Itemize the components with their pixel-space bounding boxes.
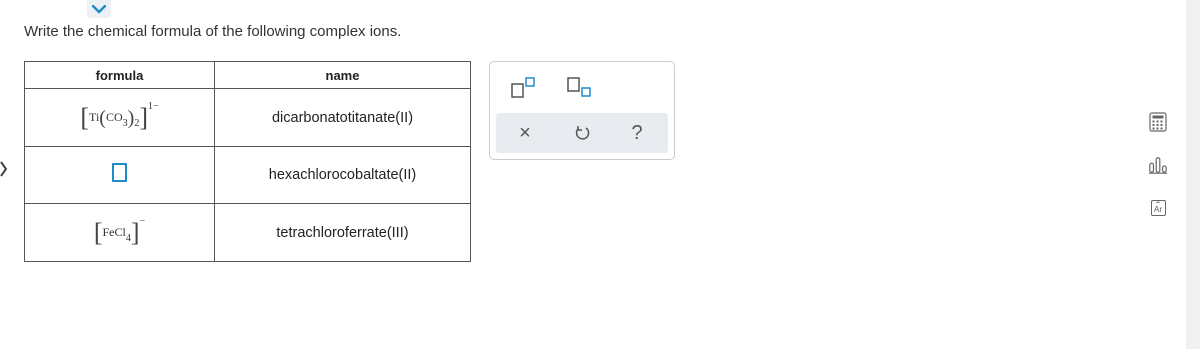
formula-cell[interactable]	[25, 204, 215, 262]
formula-expression: [ Ti ( CO 3 ) 2 ] 1−	[80, 101, 159, 132]
ligand-count: 2	[134, 118, 140, 130]
ligand-symbol: CO	[105, 110, 123, 125]
superscript-button[interactable]	[510, 76, 540, 100]
ion-name: dicarbonatotitanate(II)	[271, 109, 414, 126]
formula-cell[interactable]	[25, 146, 215, 204]
chevron-right-icon	[0, 160, 8, 178]
palette-actions	[496, 113, 668, 153]
metal-symbol: Ti	[89, 110, 100, 125]
formula-header: formula	[25, 62, 215, 89]
data-chart-button[interactable]	[1148, 155, 1168, 175]
bar-chart-icon	[1148, 155, 1168, 175]
periodic-table-button[interactable]	[1148, 198, 1168, 218]
table-row	[25, 146, 471, 204]
undo-button[interactable]	[557, 113, 607, 153]
help-icon: ?	[631, 121, 643, 144]
complex-ions-table	[24, 61, 471, 262]
formula-expression: [ FeCl 4 ] −	[93, 216, 146, 247]
formula-cell[interactable]	[25, 89, 215, 147]
name-header: name	[215, 62, 471, 89]
right-scrollbar[interactable]	[1186, 0, 1200, 349]
formula-subscript: 4	[125, 233, 131, 245]
instruction-text: Write the chemical formula of the following complex ions.	[24, 23, 402, 40]
answer-input-box[interactable]	[112, 163, 127, 182]
subscript-button[interactable]	[565, 76, 595, 100]
expand-arrow[interactable]	[0, 158, 8, 180]
formula-symbol: FeCl	[102, 225, 126, 240]
calculator-button[interactable]	[1148, 112, 1168, 132]
periodic-table-label: Ar	[1154, 205, 1162, 214]
ion-charge: −	[139, 216, 146, 228]
table-row	[25, 89, 471, 147]
help-button[interactable]	[612, 113, 662, 153]
periodic-table-icon: •• Ar	[1151, 200, 1166, 216]
close-icon: ×	[519, 121, 531, 144]
superscript-icon	[510, 76, 540, 100]
math-palette	[489, 61, 675, 160]
chevron-down-icon	[92, 5, 106, 14]
ion-name: tetrachloroferrate(III)	[276, 224, 409, 241]
clear-button[interactable]	[500, 113, 550, 153]
undo-icon	[574, 125, 590, 141]
ion-charge: 1−	[147, 101, 159, 113]
calculator-icon	[1149, 112, 1167, 132]
ion-name: hexachlorocobaltate(II)	[268, 167, 417, 184]
ligand-subscript: 3	[122, 118, 128, 130]
subscript-icon	[565, 76, 595, 100]
table-row	[25, 204, 471, 262]
collapse-chevron[interactable]	[87, 0, 111, 18]
